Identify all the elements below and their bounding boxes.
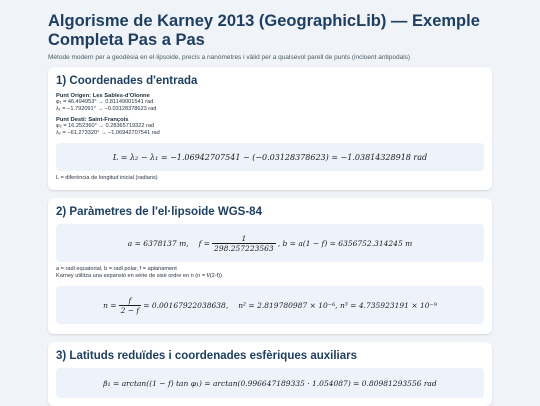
destination-label: Punt Destí: Saint-François (56, 117, 129, 123)
series-note: Karney utilitza una expansió en sèrie de sisè ordre en n (n = f/(2-f)) (56, 273, 222, 279)
ellipsoid-formula (56, 224, 484, 262)
reduced-latitude-formula (56, 368, 484, 398)
fraction-numerator: f (119, 296, 142, 306)
section-ellipsoid-parameters (48, 198, 492, 334)
longitude-difference-formula (56, 143, 484, 171)
formula-note: L = diferència de longitud inicial (radians) (56, 175, 158, 181)
fraction-n (119, 296, 142, 315)
fraction-numerator: 1 (212, 234, 276, 244)
formula-f-lhs: f = (198, 238, 211, 248)
origin-longitude: λ₁ = −1.792091° → −0.03128378623 rad (56, 106, 157, 112)
section-heading: 3) Latituds reduïdes i coordenades esfèriques auxiliars (56, 350, 358, 362)
page-subtitle: Mètode modern per a geodèsia en el·lipsoide, precís a nanòmetres i vàlid per a qualsevol parell de punts (incloent antipodals) (48, 54, 411, 61)
page-title: Algorisme de Karney 2013 (GeographicLib) — Exemple Completa Pas a Pas (48, 12, 480, 49)
third-flattening-formula (56, 286, 484, 324)
origin-latitude: φ₁ = 46.494953° → 0.81149001541 rad (56, 99, 154, 105)
formula-a: a = 6378137 m, (127, 238, 189, 248)
fraction-f (212, 234, 276, 253)
formula-text: L = λ₂ − λ₁ = −1.06942707541 − (−0.03128378623) = −1.03814328918 rad (112, 152, 428, 162)
section-heading: 2) Paràmetres de l'el·lipsoide WGS-84 (56, 206, 262, 218)
formula-n3: , n³ = 4.735923191 × 10 (335, 300, 430, 310)
exponent-n3: −9 (429, 302, 437, 308)
origin-label: Punt Origen: Les Sables-d'Olonne (56, 93, 150, 99)
exponent-n2: −6 (327, 302, 336, 308)
fraction-denominator: 298.257223563 (214, 243, 274, 253)
fraction-denominator: 2 − f (120, 305, 140, 315)
ellipsoid-note: a = radi equatorial, b = radi polar, f = aplanament (56, 266, 177, 272)
formula-text: β₁ = arctan((1 − f) tan φ₁) = arctan(0.996647189335 · 1.054087) = 0.80981293556 rad (103, 378, 437, 388)
destination-longitude: λ₂ = −61.273320° → −1.06942707541 rad (56, 130, 160, 136)
section-input-coordinates (48, 67, 492, 190)
section-reduced-latitudes (48, 342, 492, 406)
formula-n-value: = 0.00167922038638, (143, 300, 229, 310)
section-heading: 1) Coordenades d'entrada (56, 75, 198, 87)
formula-n-lhs: n = (103, 300, 117, 310)
destination-latitude: φ₂ = 16.252360° → 0.28365719322 rad (56, 123, 155, 129)
formula-b: , b = a(1 − f) = 6356752.314245 m (277, 238, 413, 248)
formula-n2: n² = 2.819780987 × 10 (238, 300, 328, 310)
